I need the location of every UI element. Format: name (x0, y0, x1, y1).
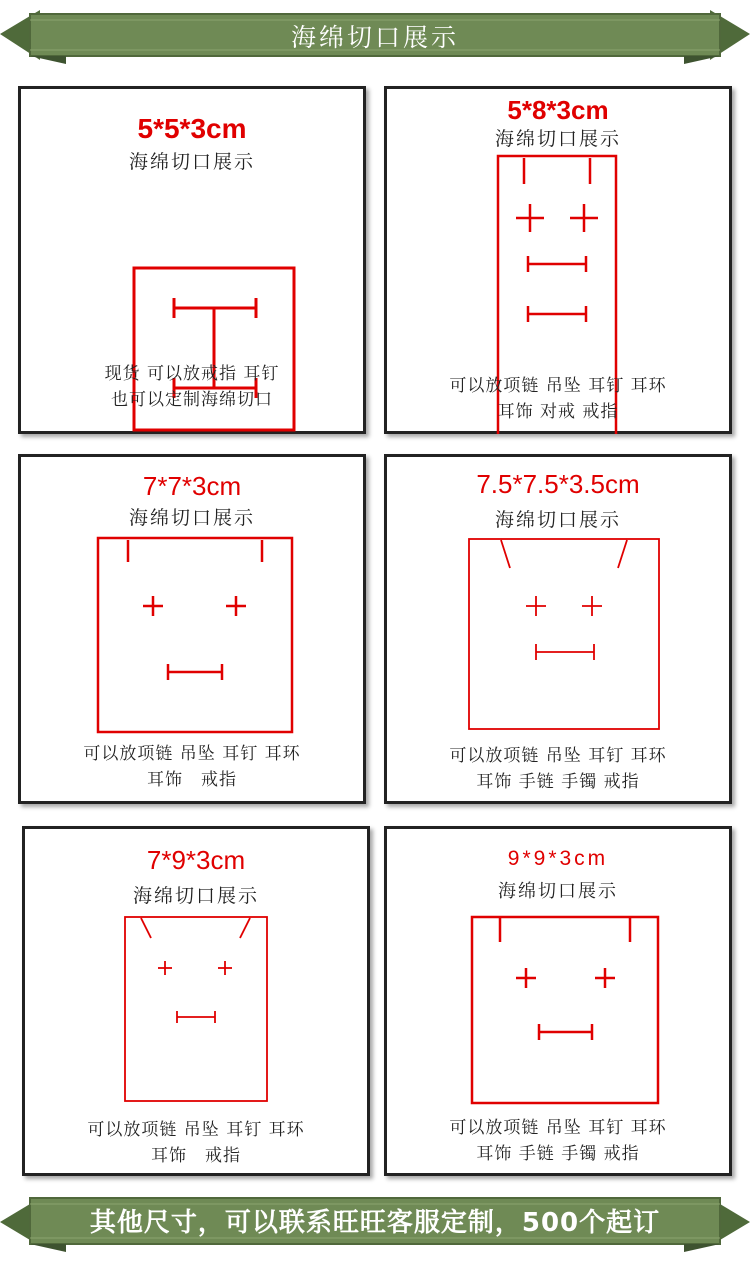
card-desc (387, 1115, 729, 1167)
card-desc-line1: 可以放项链 吊坠 耳钉 耳环 (449, 376, 667, 396)
card-subtitle: 海绵切口展示 (494, 128, 621, 150)
bottom-banner (0, 1192, 750, 1254)
card-9x9x3 (384, 826, 732, 1176)
card-desc-line2: 耳饰 手链 手镯 戒指 (476, 1144, 640, 1164)
card-5x5x3 (18, 86, 366, 434)
card-desc-line1: 可以放项链 吊坠 耳钉 耳环 (83, 744, 301, 764)
card-size: 5*8*3cm (507, 95, 609, 125)
card-size: 7*7*3cm (142, 471, 242, 501)
card-subtitle: 海绵切口展示 (128, 151, 255, 173)
card-desc (21, 741, 363, 793)
card-5x8x3 (384, 86, 732, 434)
card-desc-line2: 也可以定制海绵切口 (111, 390, 273, 410)
top-banner (0, 0, 750, 72)
top-banner-title: 海绵切口展示 (290, 23, 459, 52)
card-desc-line1: 可以放项链 吊坠 耳钉 耳环 (87, 1120, 305, 1140)
card-desc-line2: 耳饰 对戒 戒指 (497, 402, 619, 422)
card-size: 9*9*3cm (507, 847, 609, 870)
card-7x7x3 (18, 454, 366, 804)
card-subtitle: 海绵切口展示 (498, 881, 618, 902)
card-desc-line1: 现货 可以放戒指 耳钉 (104, 364, 280, 384)
card-desc (25, 1117, 367, 1169)
card-desc (21, 361, 363, 413)
card-size: 7.5*7.5*3.5cm (476, 469, 640, 499)
card-desc (387, 743, 729, 795)
card-subtitle: 海绵切口展示 (132, 885, 259, 907)
card-7.5x7.5x3.5 (384, 454, 732, 804)
card-7x9x3 (22, 826, 370, 1176)
card-desc-line1: 可以放项链 吊坠 耳钉 耳环 (449, 746, 667, 766)
card-desc (387, 373, 729, 425)
card-desc-line2: 耳饰 戒指 (147, 770, 237, 790)
card-desc-line2: 耳饰 戒指 (151, 1146, 241, 1166)
card-size: 5*5*3cm (137, 113, 247, 144)
card-desc-line2: 耳饰 手链 手镯 戒指 (476, 772, 640, 792)
card-subtitle: 海绵切口展示 (128, 507, 255, 529)
card-desc-line1: 可以放项链 吊坠 耳钉 耳环 (449, 1118, 667, 1138)
bottom-banner-text: 其他尺寸，可以联系旺旺客服定制，500个起订 (89, 1208, 661, 1238)
card-size: 7*9*3cm (146, 845, 246, 875)
card-subtitle: 海绵切口展示 (494, 509, 621, 531)
